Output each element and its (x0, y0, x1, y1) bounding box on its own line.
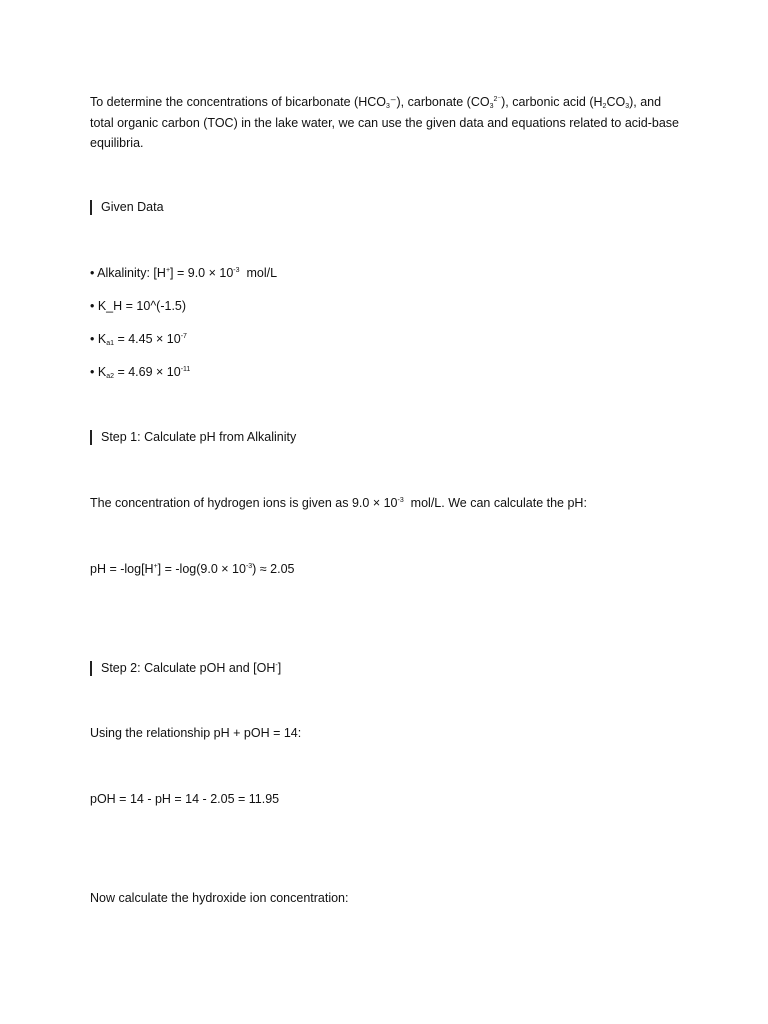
intro-paragraph (90, 92, 680, 154)
bullet-alkalinity (90, 266, 277, 280)
equation-text: pH = -log[H (90, 562, 154, 576)
paragraph-text: Now calculate the hydroxide ion concentration: (90, 891, 349, 905)
paragraph-text: mol/L. We can calculate the pH: (403, 496, 587, 510)
intro-subscript: 2 (602, 103, 607, 110)
intro-subscript: 3 (386, 103, 390, 110)
subscript: a2 (106, 373, 114, 380)
heading-text: Given Data (101, 200, 164, 214)
bullet-text: = 4.45 × 10 (113, 332, 181, 346)
bullet-kh (90, 299, 186, 313)
superscript: -3 (245, 563, 253, 570)
intro-text: CO (606, 95, 626, 109)
bullet-ka1 (90, 332, 187, 346)
superscript: + (153, 563, 158, 570)
bullet-text: • Alkalinity: [H (90, 266, 166, 280)
intro-text: ), and total organic carbon (TOC) in the lake water, we can use the given data and equations related to acid-base equilibria. (90, 95, 680, 150)
bullet-text: = 4.69 × 10 (113, 365, 181, 379)
poh-equation (90, 792, 279, 806)
equation-text: ] = -log(9.0 × 10 (157, 562, 246, 576)
superscript: -11 (180, 366, 191, 373)
superscript: -3 (397, 497, 404, 504)
step1-paragraph (90, 496, 587, 510)
intro-text: ), carbonic acid (H (501, 95, 603, 109)
step2-heading (90, 661, 281, 676)
intro-superscript: 2⁻ (493, 96, 502, 103)
equation-text: pOH = 14 - pH = 14 - 2.05 = 11.95 (90, 792, 280, 806)
intro-text: To determine the concentrations of bicarbonate (HCO (90, 95, 386, 109)
superscript: + (165, 267, 171, 274)
bullet-text: ] = 9.0 × 10 (170, 266, 234, 280)
bullet-text: • K (90, 365, 107, 379)
given-data-heading (90, 200, 164, 215)
superscript: - (275, 662, 278, 669)
superscript: -3 (233, 267, 240, 274)
intro-text: ⁻), carbonate (CO (389, 95, 490, 109)
paragraph-text: Using the relationship pH + pOH = 14: (90, 726, 302, 740)
step1-heading (90, 430, 296, 445)
intro-subscript: 3 (625, 103, 630, 110)
bullet-ka2 (90, 365, 190, 379)
subscript: a1 (106, 340, 114, 347)
heading-text: Step 2: Calculate pOH and [OH (101, 661, 276, 675)
intro-subscript: 3 (489, 103, 494, 110)
step2-paragraph (90, 726, 301, 740)
paragraph-text: The concentration of hydrogen ions is given as 9.0 × 10 (90, 496, 398, 510)
heading-text: ] (277, 661, 282, 675)
superscript: -7 (180, 333, 187, 340)
equation-text: ) ≈ 2.05 (252, 562, 295, 576)
bullet-text: mol/L (239, 266, 278, 280)
heading-text: Step 1: Calculate pH from Alkalinity (101, 430, 297, 444)
ph-equation (90, 562, 294, 576)
hydroxide-paragraph (90, 891, 348, 905)
bullet-text: • K_H = 10^(-1.5) (90, 299, 187, 313)
bullet-text: • K (90, 332, 107, 346)
